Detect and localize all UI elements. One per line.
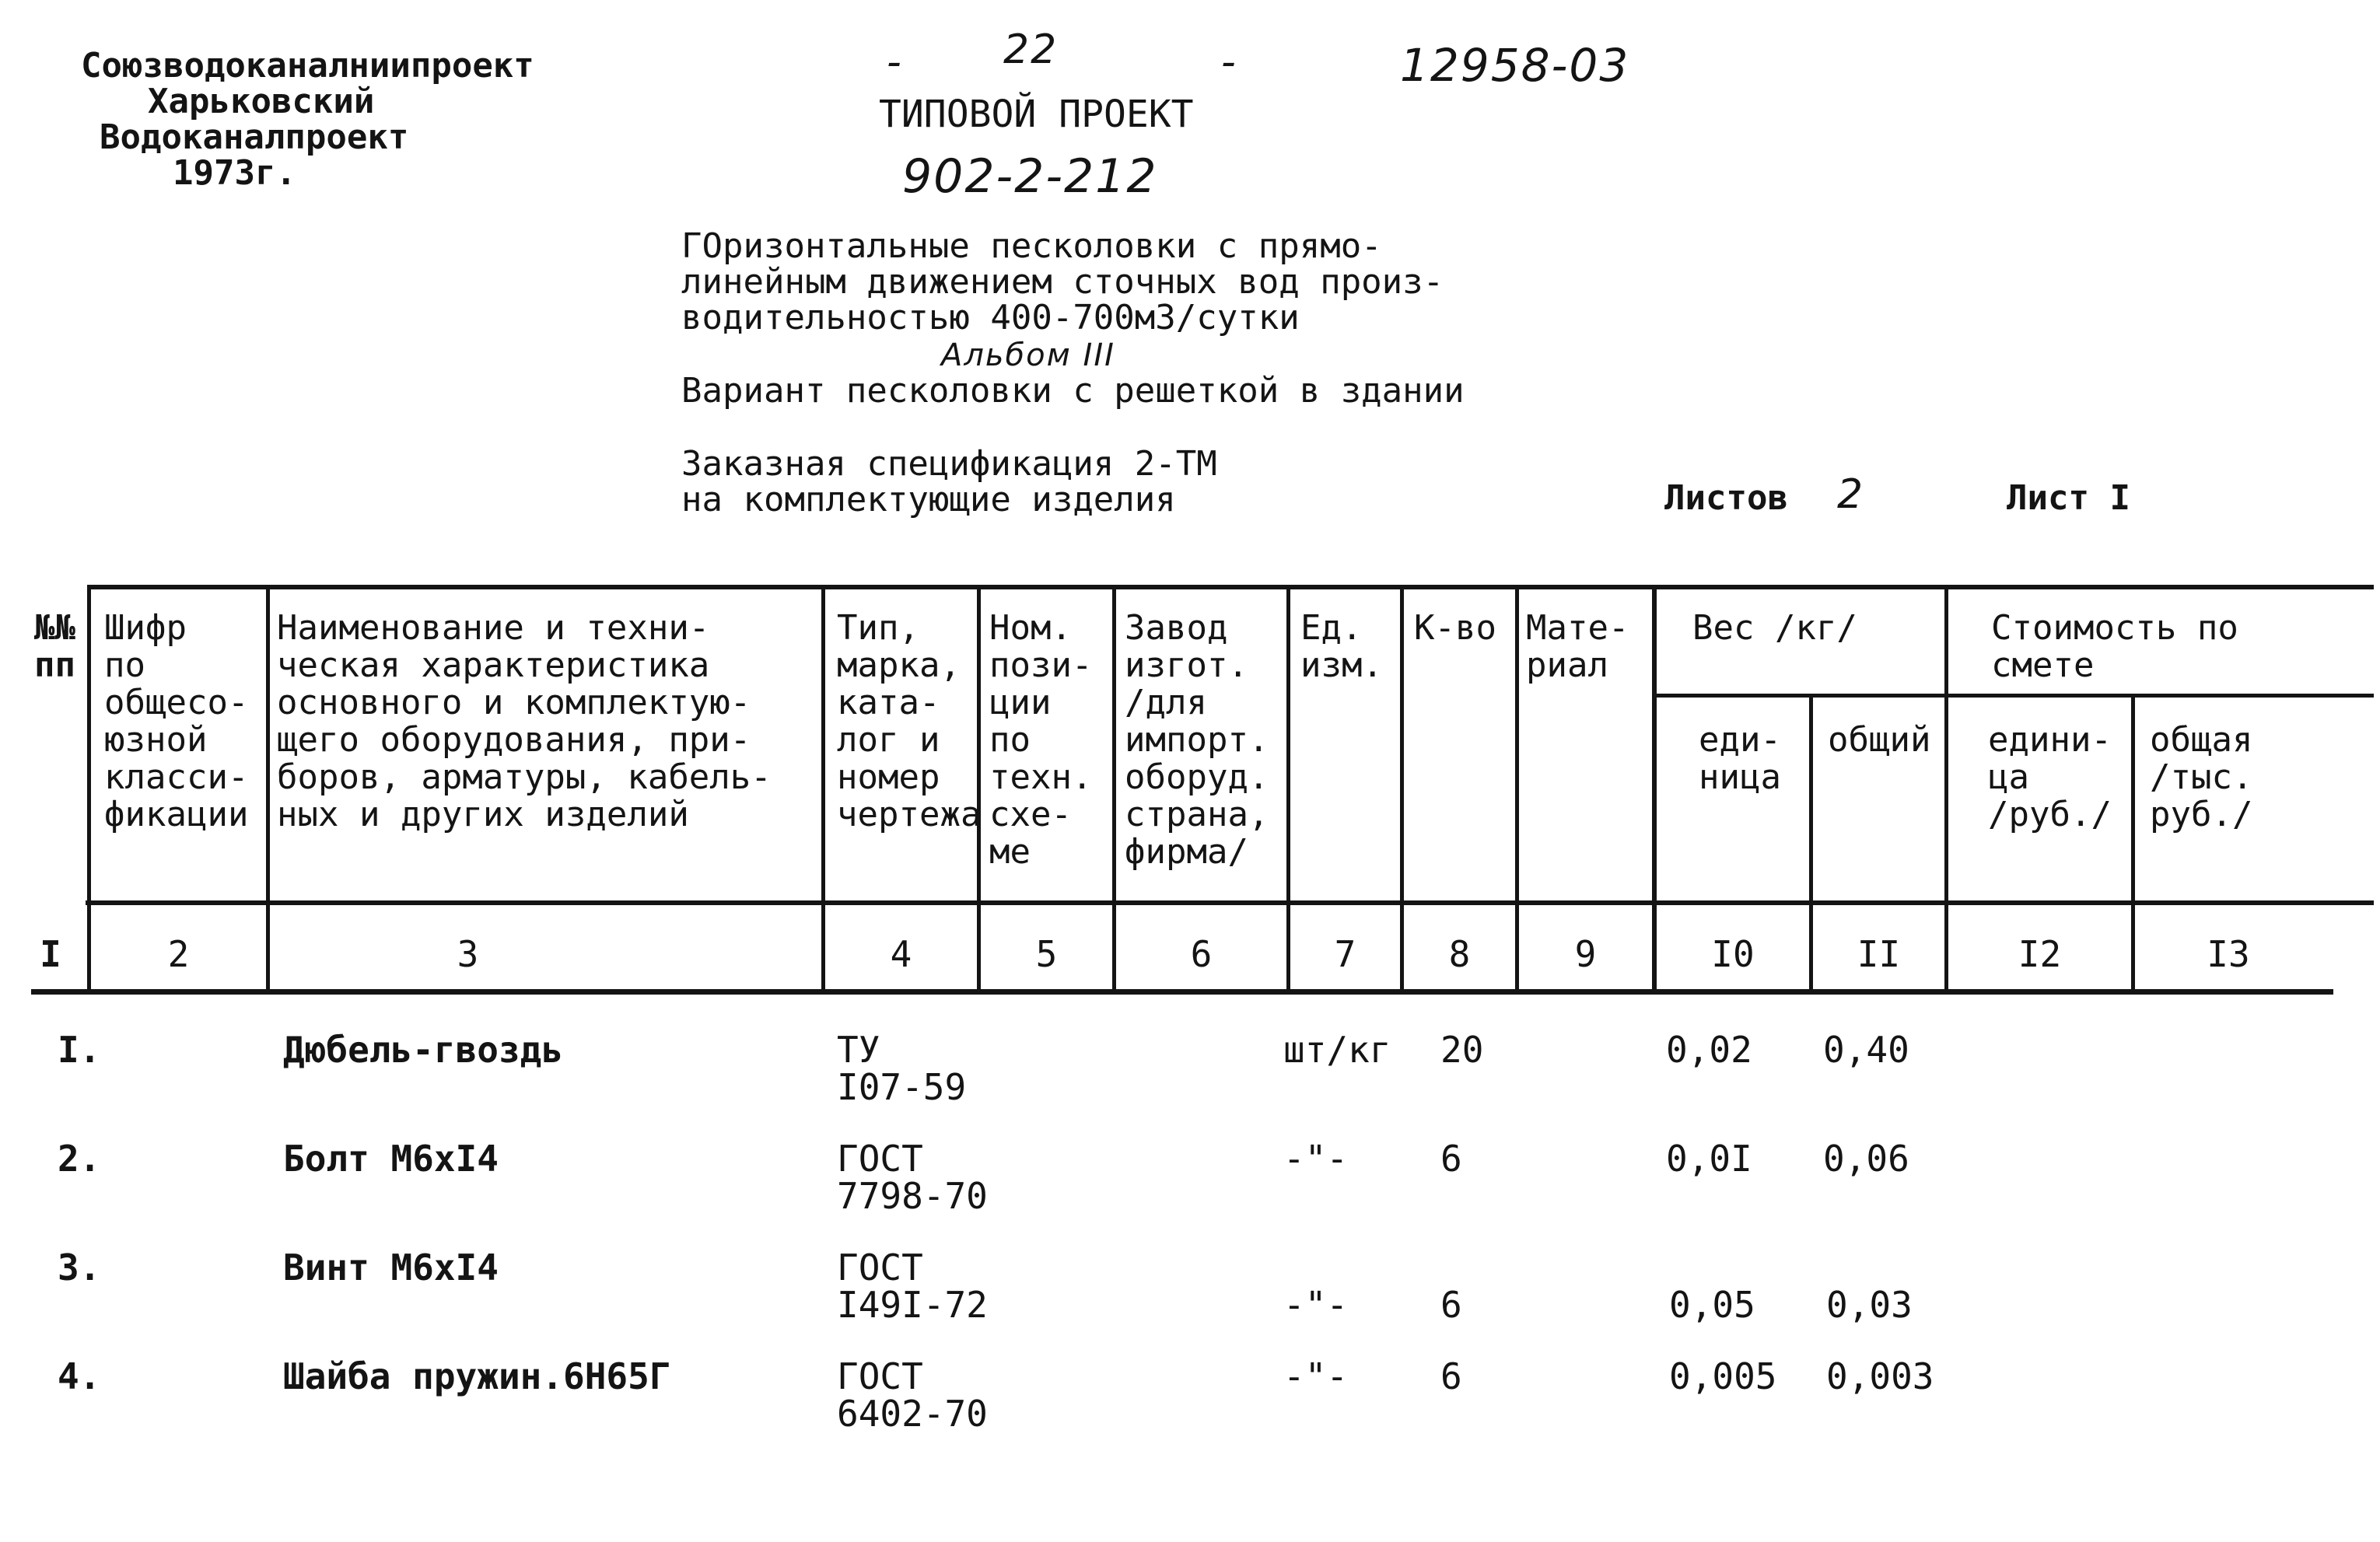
sheets-value: 2 [1837,471,1865,518]
column-number: I3 [2207,933,2250,975]
column-number: I0 [1711,933,1755,975]
item-weight-unit: 0,05 [1669,1284,1755,1326]
dash-right: - [1221,39,1237,86]
column-number: 6 [1190,933,1213,975]
project-number: 902-2-212 [902,149,1158,204]
sheet-label: Лист I [2007,478,2130,518]
row-number: 4. [58,1355,101,1397]
item-quantity: 6 [1440,1284,1462,1326]
item-type: ТУ I07-59 [837,1029,967,1108]
header-cost-total: общая /тыс. руб./ [2150,720,2253,834]
item-quantity: 6 [1440,1138,1462,1180]
album-note: Альбом III [941,337,1115,373]
description-line-1: ГОризонтальные песколовки с прямо- [681,226,1382,266]
header-manufacturer: Завод изгот. /для импорт. оборуд. страна, фирма/ [1125,608,1269,872]
header-cost-unit: едини- ца /руб./ [1988,720,2112,834]
column-number: 3 [457,933,479,975]
item-name: Винт М6хI4 [283,1247,499,1288]
row-number: 3. [58,1247,101,1288]
item-name: Дюбель-гвоздь [283,1029,564,1071]
header-type: Тип, марка, ката- лог и номер чертежа [837,608,982,834]
item-weight-total: 0,003 [1826,1355,1934,1397]
header-position: Ном. пози- ции по техн. схе- ме [989,608,1093,872]
header-weight-unit: еди- ница [1699,720,1781,797]
description-line-3: водительностью 400-700м3/сутки [681,298,1300,337]
item-weight-unit: 0,005 [1669,1355,1777,1397]
document-number: 12958-03 [1400,39,1630,92]
header-unit: Ед. изм. [1300,608,1383,685]
column-number: 9 [1574,933,1597,975]
header-weight-total: общий [1828,720,1931,760]
header-cost: Стоимость по смете [1991,608,2238,685]
item-weight-total: 0,03 [1826,1284,1913,1326]
spec-line-1: Заказная спецификация 2-ТМ [681,444,1217,484]
org-year: 1973г. [173,153,296,193]
org-city: Харьковский [148,82,375,121]
page-number: 22 [1003,26,1059,73]
description-line-4: Вариант песколовки с решеткой в здании [681,371,1465,411]
item-quantity: 20 [1440,1029,1484,1071]
item-weight-total: 0,06 [1823,1138,1909,1180]
column-number: 2 [167,933,190,975]
row-number: 2. [58,1138,101,1180]
header-weight: Вес /кг/ [1692,608,1857,648]
spec-line-2: на комплектующие изделия [681,480,1176,519]
column-number: 4 [890,933,912,975]
column-number: 5 [1035,933,1058,975]
item-type: ГОСТ 6402-70 [837,1355,988,1435]
column-number: I2 [2018,933,2062,975]
item-unit: -"- [1283,1355,1349,1397]
doc-title: ТИПОВОЙ ПРОЕКТ [879,93,1194,136]
item-unit: шт/кг [1283,1029,1391,1071]
header-name: Наименование и техни- ческая характеристика основного и комплектую- щего оборудования, при- боров, арматуры, кабель- ных и других изделий [277,608,772,834]
item-unit: -"- [1283,1284,1349,1326]
description-line-2: линейным движением сточных вод произ- [681,262,1444,302]
item-quantity: 6 [1440,1355,1462,1397]
item-weight-unit: 0,0I [1666,1138,1752,1180]
header-quantity: К-во [1414,608,1496,648]
header-classification-code: Шифр по общесо- юзной класси- фикации [104,608,249,834]
column-number: 7 [1334,933,1356,975]
item-weight-total: 0,40 [1823,1029,1909,1071]
column-number: II [1857,933,1901,975]
column-number: I [40,933,61,975]
org-name: Союзводоканалниипроект [81,46,534,86]
item-type: ГОСТ 7798-70 [837,1138,988,1217]
header-material: Мате- риал [1526,608,1629,685]
dash-left: - [887,39,903,86]
item-type: ГОСТ I49I-72 [837,1247,988,1326]
item-weight-unit: 0,02 [1666,1029,1752,1071]
column-number: 8 [1448,933,1471,975]
item-name: Болт М6хI4 [283,1138,499,1180]
org-department: Водоканалпроект [100,117,409,157]
item-unit: -"- [1283,1138,1349,1180]
header-row-number: №№ пп [34,608,75,685]
row-number: I. [58,1029,101,1071]
sheets-label: Листов [1664,478,1788,518]
item-name: Шайба пружин.6Н65Г [283,1355,671,1397]
